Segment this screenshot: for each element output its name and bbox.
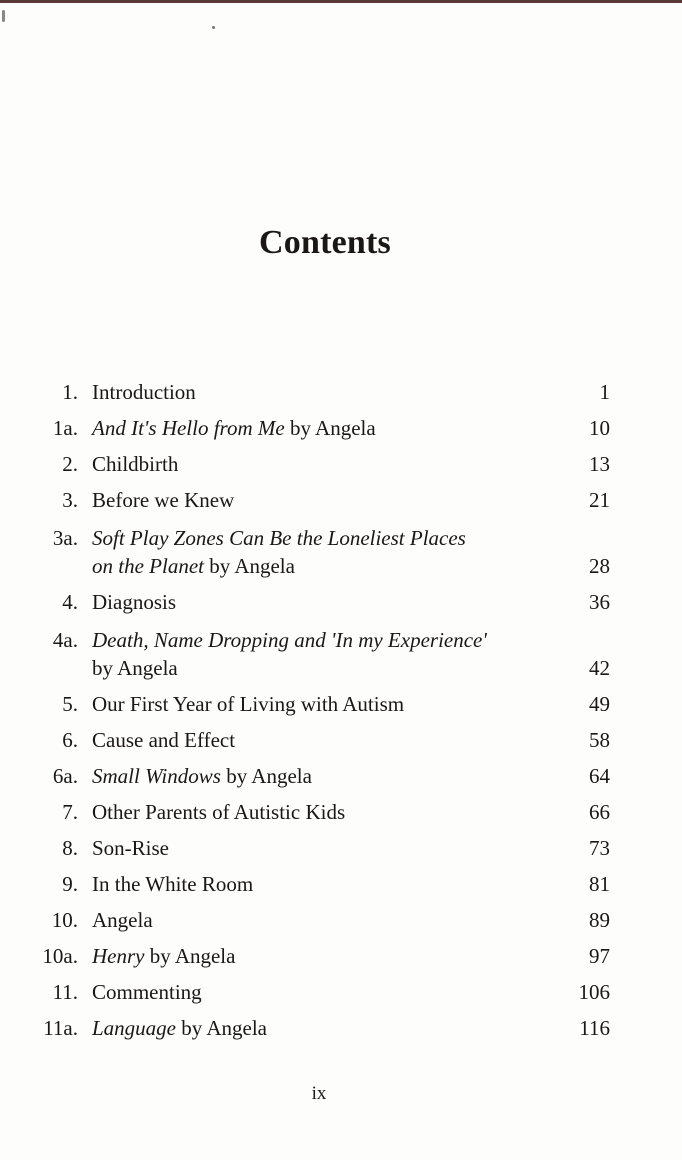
chapter-page-number: 73 [589, 836, 610, 860]
chapter-title-text: Other Parents of Autistic Kids [92, 800, 346, 824]
chapter-number: 5. [62, 692, 78, 716]
chapter-title-italic: And It's Hello from Me [92, 416, 285, 440]
chapter-title [92, 554, 295, 579]
scan-speck [212, 26, 215, 29]
chapter-title-text: In the White Room [92, 872, 254, 896]
chapter-page-number: 81 [589, 872, 610, 896]
chapter-title [92, 416, 376, 441]
page-title: Contents [259, 224, 391, 261]
chapter-title [92, 526, 466, 551]
chapter-page-number: 28 [589, 554, 610, 578]
chapter-title [92, 692, 404, 717]
chapter-title [92, 1016, 267, 1041]
chapter-title-text: by Angela [144, 944, 236, 968]
chapter-number: 9. [62, 872, 78, 896]
chapter-number: 4. [62, 590, 78, 614]
chapter-page-number: 13 [589, 452, 610, 476]
chapter-title [92, 728, 235, 753]
chapter-page-number: 89 [589, 908, 610, 932]
chapter-page-number: 116 [579, 1016, 610, 1040]
chapter-title [92, 836, 169, 861]
chapter-title-text: by Angela [176, 1016, 267, 1040]
chapter-number: 2. [62, 452, 78, 476]
chapter-title-text: by Angela [284, 416, 376, 440]
chapter-page-number: 58 [589, 728, 610, 752]
chapter-number: 6. [62, 728, 78, 752]
chapter-number: 10. [51, 908, 78, 932]
chapter-page-number: 66 [589, 800, 610, 824]
chapter-title [92, 628, 487, 653]
chapter-page-number: 21 [589, 488, 610, 512]
chapter-title-text: Diagnosis [92, 590, 176, 614]
chapter-number: 11. [52, 980, 78, 1004]
chapter-page-number: 10 [589, 416, 610, 440]
chapter-title-text: Childbirth [92, 452, 179, 476]
chapter-number: 10a. [42, 944, 78, 968]
page-top-edge [0, 0, 682, 3]
scan-speck [2, 10, 5, 22]
chapter-title-italic: Language [92, 1016, 176, 1040]
chapter-title-text: Son-Rise [92, 836, 170, 860]
chapter-number: 3a. [52, 526, 78, 550]
chapter-title-italic: Death, Name Dropping and 'In my Experience' [92, 628, 487, 652]
chapter-title [92, 380, 196, 405]
chapter-title [92, 872, 253, 897]
chapter-number: 1. [62, 380, 78, 404]
chapter-page-number: 42 [589, 656, 610, 680]
chapter-number: 11a. [43, 1016, 78, 1040]
chapter-title-text: Angela [92, 908, 153, 932]
chapter-page-number: 1 [599, 380, 610, 404]
chapter-page-number: 106 [578, 980, 610, 1004]
chapter-title-text: Introduction [92, 380, 196, 404]
chapter-title [92, 800, 345, 825]
chapter-title-text: by Angela [220, 764, 312, 788]
chapter-page-number: 36 [589, 590, 610, 614]
chapter-title-italic: on the Planet [92, 554, 204, 578]
chapter-number: 6a. [52, 764, 78, 788]
chapter-page-number: 97 [589, 944, 610, 968]
chapter-number: 8. [62, 836, 78, 860]
chapter-title [92, 452, 178, 477]
chapter-number: 7. [62, 800, 78, 824]
chapter-page-number: 64 [589, 764, 610, 788]
chapter-title [92, 944, 235, 969]
chapter-title [92, 980, 202, 1005]
chapter-title [92, 764, 312, 789]
chapter-title-italic: Soft Play Zones Can Be the Loneliest Places [92, 526, 466, 550]
chapter-title [92, 908, 153, 933]
chapter-title-text: by Angela [203, 554, 295, 578]
chapter-title-italic: Henry [92, 944, 145, 968]
chapter-title-text: Cause and Effect [92, 728, 236, 752]
chapter-title-text: Before we Knew [92, 488, 235, 512]
page-number-folio: ix [311, 1083, 327, 1104]
chapter-title-italic: Small Windows [92, 764, 221, 788]
chapter-title-text: Our First Year of Living with Autism [92, 692, 405, 716]
chapter-title-text: by Angela [92, 656, 178, 680]
chapter-number: 3. [62, 488, 78, 512]
chapter-title [92, 590, 176, 615]
chapter-page-number: 49 [589, 692, 610, 716]
chapter-number: 4a. [52, 628, 78, 652]
chapter-number: 1a. [52, 416, 78, 440]
chapter-title [92, 488, 234, 513]
chapter-title-text: Commenting [92, 980, 202, 1004]
chapter-title [92, 656, 178, 681]
